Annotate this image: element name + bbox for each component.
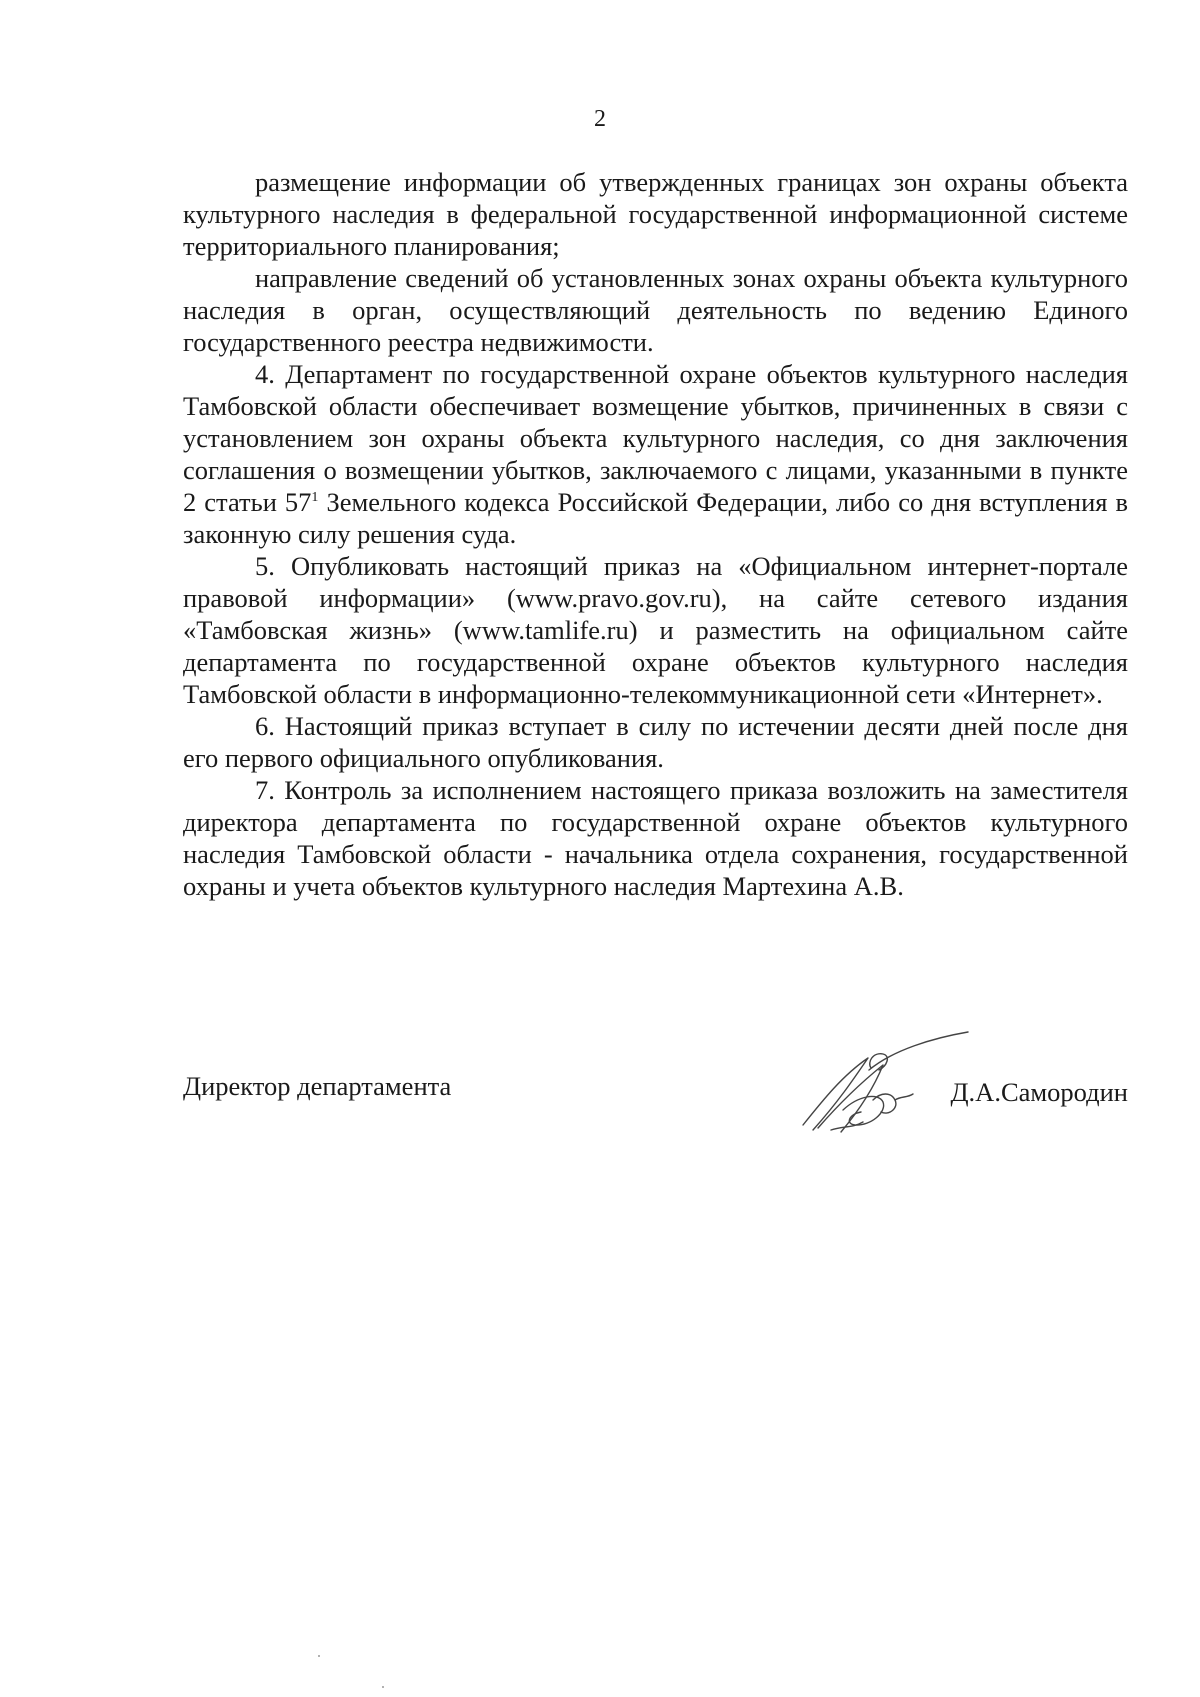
paragraph-item-4-text: 4. Департамент по государственной охране объектов культурного наследия Тамбовской области обеспечивает возмещение убытков, причиненных в связи с установлением зон охраны объекта культурного наследия, со дня заключения соглашения о возмещении убытков, заключаемого с лицами, указанными в пункте 2 статьи 57 xyxy=(183,359,1128,517)
signature-block xyxy=(183,1050,1128,1160)
paragraph-item-4-text-end: Земельного кодекса Российской Федерации, либо со дня вступления в законную силу решения суда. xyxy=(183,487,1128,549)
page-number: 2 xyxy=(594,106,606,132)
paragraph-item-4-compensation xyxy=(183,358,1128,550)
paragraph-item-5-publication: 5. Опубликовать настоящий приказ на «Официальном интернет-портале правовой информации» (www.pravo.gov.ru), на сайте сетевого издания «Тамбовская жизнь» (www.tamlife.ru) и разместить на официальном сайте департамента по государственной охране объектов культурного наследия Тамбовской области в информационно-телекоммуникационной сети «Интернет». xyxy=(183,551,1128,709)
paragraph-publish-boundaries: размещение информации об утвержденных границах зон охраны объекта культурного наследия в федеральной государственной информационной системе территориального планирования; xyxy=(183,167,1128,261)
paragraph-item-7-control: 7. Контроль за исполнением настоящего приказа возложить на заместителя директора департамента по государственной охране объектов культурного наследия Тамбовской области - начальника отдела сохранения, государственной охраны и учета объектов культурного наследия Мартехина А.В. xyxy=(183,775,1128,901)
signatory-name: Д.А.Самородин xyxy=(950,1077,1128,1107)
article-superscript: 1 xyxy=(311,490,319,506)
scan-speck xyxy=(382,1686,384,1688)
scan-speck xyxy=(318,1655,320,1657)
signatory-position: Директор департамента xyxy=(183,1071,452,1101)
document-body xyxy=(183,166,1128,902)
paragraph-send-registry: направление сведений об установленных зонах охраны объекта культурного наследия в орган, осуществляющий деятельность по ведению Единого государственного реестра недвижимости. xyxy=(183,263,1128,357)
paragraph-item-6-effective-date: 6. Настоящий приказ вступает в силу по истечении десяти дней после дня его первого официального опубликования. xyxy=(183,711,1128,773)
